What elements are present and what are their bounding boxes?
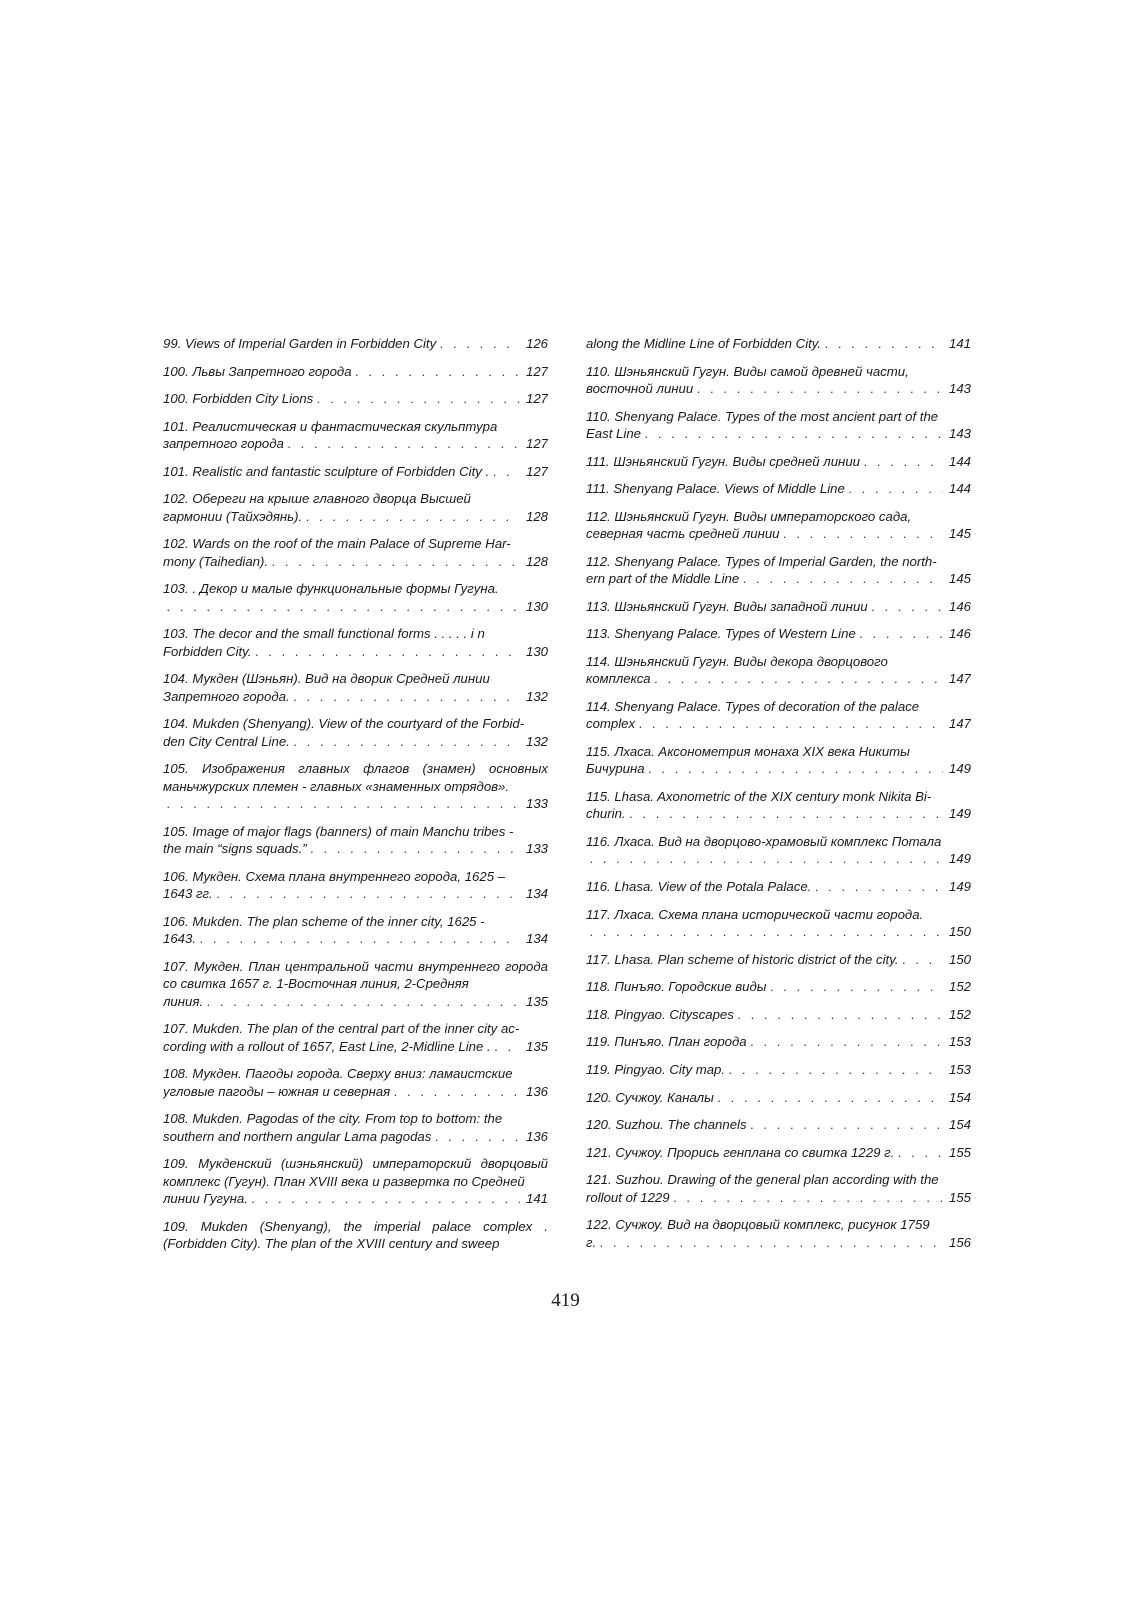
dot-leader (821, 335, 943, 352)
toc-entry-line (163, 688, 548, 705)
toc-entry-title: линии Гугуна. (163, 1191, 248, 1206)
toc-entry (586, 508, 971, 543)
dot-leader (163, 598, 520, 615)
toc-entry (163, 715, 548, 750)
toc-entry-line (163, 598, 548, 615)
toc-entry-page: 132 (525, 688, 548, 704)
toc-entry-text: 110. Shenyang Palace. Types of the most ancient part of the (586, 408, 939, 424)
toc-entry-line (163, 435, 548, 452)
toc-entry-text: 112. Shenyang Palace. Types of Imperial Garden, the north- (586, 553, 937, 569)
toc-entry (163, 335, 548, 352)
toc-entry-page: 154 (948, 1117, 971, 1133)
dot-leader (290, 733, 520, 750)
dot-leader (725, 1061, 943, 1078)
toc-entry-line (586, 380, 971, 397)
toc-entry-title: 118. Pingyao. Cityscapes (586, 1006, 734, 1022)
toc-entry-page: 126 (525, 336, 548, 351)
toc-entry-line (586, 951, 971, 968)
dot-leader (196, 930, 520, 947)
toc-entry-page: 147 (948, 716, 971, 732)
toc-entry-line (586, 978, 971, 995)
toc-entry-line (586, 480, 971, 497)
toc-entry (163, 868, 548, 903)
dot-leader (390, 1083, 520, 1100)
toc-entry-line (586, 625, 971, 642)
toc-entry (586, 878, 971, 895)
toc-entry-line (163, 795, 548, 812)
toc-entry (163, 580, 548, 615)
toc-entry-text: 112. Шэньянский Гугун. Виды императорского сада, (586, 508, 912, 524)
toc-entry (586, 833, 971, 868)
toc-entry-line (586, 453, 971, 470)
toc-entry-page: 156 (948, 1234, 971, 1250)
toc-entry-title: Forbidden City. (163, 643, 252, 659)
toc-entry-text: 103. The decor and the small functional forms . . . . . i n (163, 626, 485, 642)
dot-leader (845, 480, 943, 497)
toc-entry (586, 1171, 971, 1206)
toc-entry (586, 1033, 971, 1050)
toc-entry-line (163, 1128, 548, 1145)
toc-entry-title: 120. Suzhou. The channels (586, 1117, 747, 1133)
toc-entry-page: 155 (948, 1189, 971, 1205)
dot-leader (313, 390, 520, 407)
dot-leader (213, 885, 520, 902)
toc-entry-title: cording with a rollout of 1657, East Line, 2-Midline Line . (163, 1038, 491, 1054)
toc-entry-page: 144 (948, 481, 971, 497)
toc-entry-page: 147 (948, 671, 971, 687)
toc-entry-page: 128 (525, 508, 548, 524)
dot-leader (780, 525, 943, 542)
toc-entry-line (586, 525, 971, 542)
toc-entry-page: 133 (525, 841, 548, 857)
toc-column-left (163, 335, 548, 1263)
toc-entry-text: 121. Suzhou. Drawing of the general plan according with the (586, 1172, 939, 1188)
toc-entry (163, 490, 548, 525)
toc-entry-line (163, 553, 548, 570)
toc-entry-page: 150 (948, 923, 971, 939)
dot-leader (641, 425, 943, 442)
dot-leader (284, 435, 520, 452)
toc-entry-title: 113. Шэньянский Гугун. Виды западной линии (586, 598, 868, 614)
toc-entry-text: 102. Обереги на крыше главного дворца Высшей (163, 491, 471, 507)
toc-entry (163, 363, 548, 380)
dot-leader (860, 453, 943, 470)
toc-entry (163, 625, 548, 660)
dot-leader (596, 1234, 943, 1251)
toc-entry (163, 418, 548, 453)
toc-entry-page: 130 (525, 643, 548, 659)
toc-entry-title: 111. Шэньянский Гугун. Виды средней линии (586, 453, 860, 469)
toc-entry-page: 155 (948, 1144, 971, 1160)
toc-entry-page: 127 (525, 363, 548, 379)
toc-entry-title: Бичурина (586, 761, 645, 777)
toc-entry-title: г. (586, 1234, 597, 1250)
toc-entry-line (163, 335, 548, 352)
dot-leader (645, 760, 943, 777)
toc-entry-line (586, 425, 971, 442)
toc-entry-line (586, 1006, 971, 1023)
dot-leader (811, 878, 943, 895)
dot-leader (747, 1116, 943, 1133)
toc-entry (586, 625, 971, 642)
toc-entry-text: 109. Мукденский (шэньянский) императорский дворцовый комплекс (Гугун). План XVIII века и развертка по Средней (163, 1156, 548, 1189)
toc-entry-page: 149 (948, 878, 971, 894)
toc-entry-page: 141 (948, 336, 971, 351)
toc-entry-page: 152 (948, 1006, 971, 1022)
toc-entry-page: 128 (525, 553, 548, 569)
toc-entry-text: 115. Lhasa. Axonometric of the XIX century monk Nikita Bi- (586, 788, 932, 804)
toc-entry-line (163, 1190, 548, 1207)
toc-entry (163, 1020, 548, 1055)
toc-entry-page: 149 (948, 851, 971, 867)
toc-entry (586, 480, 971, 497)
toc-entry-title: 120. Сучжоу. Каналы (586, 1089, 714, 1105)
toc-entry-page: 145 (948, 571, 971, 587)
toc-entry-title: den City Central Line. (163, 733, 290, 749)
toc-entry-text: 116. Лхаса. Вид на дворцово-храмовый комплекс Потала (586, 833, 942, 849)
dot-leader (766, 978, 943, 995)
toc-entry-title: северная часть средней линии (586, 526, 780, 542)
dot-leader (352, 363, 520, 380)
toc-entry-line (586, 1144, 971, 1161)
toc-entry (163, 823, 548, 858)
toc-entry-title: ern part of the Middle Line (586, 571, 740, 587)
toc-entry-line (586, 598, 971, 615)
dot-leader (626, 805, 943, 822)
toc-entry-line (586, 1089, 971, 1106)
toc-entry-line (163, 840, 548, 857)
toc-entry-text: 107. Мукден. План центральной части внутреннего города со свитка 1657 г. 1-Восточная линия, 2-Средняя (163, 958, 548, 992)
toc-entry (586, 1216, 971, 1251)
dot-leader (868, 598, 943, 615)
toc-entry-line (586, 715, 971, 732)
dot-leader (436, 335, 520, 352)
toc-entry-title: mony (Taihedian). (163, 553, 269, 569)
toc-entry-line (586, 670, 971, 687)
toc-entry (586, 453, 971, 470)
toc-entry-line (586, 805, 971, 822)
dot-leader (251, 643, 520, 660)
dot-leader (586, 850, 943, 867)
toc-entry (586, 335, 971, 352)
toc-entry-page: 150 (948, 951, 971, 967)
toc-entry-title: East Line (586, 426, 641, 441)
toc-entry (163, 1218, 548, 1253)
toc-entry-title: rollout of 1229 (586, 1189, 670, 1205)
toc-entry (586, 951, 971, 968)
toc-entry-title: along the Midline Line of Forbidden City. (586, 336, 822, 351)
toc-entry (586, 1116, 971, 1133)
toc-entry-text: 104. Мукден (Шэньян). Вид на дворик Средней линии (163, 671, 490, 687)
dot-leader (734, 1006, 943, 1023)
toc-entry-title: 99. Views of Imperial Garden in Forbidden City (163, 336, 437, 351)
toc-entry-page: 154 (948, 1089, 971, 1105)
toc-entry-text: 109. Mukden (Shenyang), the imperial palace complex . (Forbidden City). The plan of the XVIII century and sweep (163, 1218, 548, 1251)
dot-leader (203, 993, 520, 1010)
toc-entry-page: 143 (948, 381, 971, 396)
toc-entry-title: 113. Shenyang Palace. Types of Western Line (586, 626, 856, 642)
toc-entry-title: 100. Forbidden City Lions (163, 391, 314, 407)
toc-entry (586, 1006, 971, 1023)
toc-entry-line (586, 335, 971, 352)
toc-entry (163, 760, 548, 812)
dot-leader (163, 795, 520, 812)
toc-entry-page: 134 (525, 931, 548, 947)
toc-entry-title: гармонии (Тайхэдянь). (163, 508, 303, 524)
toc-entry-line (163, 885, 548, 902)
toc-entry (163, 913, 548, 948)
toc-entry-title: the main “signs squads.” (163, 841, 307, 857)
toc-entry-page: 146 (948, 598, 971, 614)
toc-entry-title: 1643 гг. (163, 886, 213, 902)
toc-entry (163, 1110, 548, 1145)
toc-entry-line (586, 923, 971, 940)
toc-entry-text: 110. Шэньянский Гугун. Виды самой древней части, (586, 363, 909, 379)
toc-entry-text: 114. Шэньянский Гугун. Виды декора дворцового (586, 653, 888, 669)
toc-entry-page: 143 (948, 426, 971, 441)
dot-leader (856, 625, 943, 642)
toc-entry-page: 149 (948, 761, 971, 777)
toc-entry-text: 108. Мукден. Пагоды города. Сверху вниз: ламаистские (163, 1066, 513, 1082)
toc-entry (163, 390, 548, 407)
toc-entry (586, 553, 971, 588)
toc-entry-title: восточной линии (586, 381, 694, 396)
dot-leader (635, 715, 943, 732)
toc-entry-text: 108. Mukden. Pagodas of the city. From top to bottom: the (163, 1111, 503, 1127)
toc-entry-line (586, 760, 971, 777)
toc-entry-text: 101. Реалистическая и фантастическая скульптура (163, 418, 498, 434)
dot-leader (431, 1128, 520, 1145)
toc-entry-page: 149 (948, 806, 971, 822)
toc-entry-page: 135 (525, 993, 548, 1009)
toc-entry-text: 122. Сучжоу. Вид на дворцовый комплекс, рисунок 1759 (586, 1217, 930, 1233)
toc-entry-line (586, 1116, 971, 1133)
toc-entry-text: 107. Mukden. The plan of the central part of the inner city ac- (163, 1021, 520, 1037)
dot-leader (747, 1033, 943, 1050)
toc-entry-page: 127 (525, 463, 548, 479)
toc-entry-line (586, 878, 971, 895)
toc-entry-line (163, 390, 548, 407)
toc-entry-title: complex (586, 716, 636, 732)
toc-column-right (586, 335, 971, 1261)
toc-entry-line (163, 993, 548, 1010)
toc-entry-page: 135 (525, 1038, 548, 1054)
dot-leader (714, 1089, 943, 1106)
toc-entry-page: 136 (525, 1128, 548, 1144)
dot-leader (248, 1190, 520, 1207)
toc-entry-line (163, 930, 548, 947)
toc-entry-line (163, 733, 548, 750)
toc-entry-line (586, 1234, 971, 1251)
toc-entry-title: churin. (586, 806, 626, 822)
dot-leader (268, 553, 520, 570)
dot-leader (290, 688, 520, 705)
toc-entry-line (163, 363, 548, 380)
toc-entry-title: 119. Pingyao. City map. (586, 1061, 726, 1077)
toc-entry-line (163, 508, 548, 525)
toc-entry (586, 1144, 971, 1161)
toc-entry (586, 598, 971, 615)
toc-entry-title: southern and northern angular Lama pagodas (163, 1128, 432, 1144)
toc-entry (586, 743, 971, 778)
dot-leader (302, 508, 520, 525)
toc-entry (586, 408, 971, 443)
dot-leader (899, 951, 943, 968)
toc-entry-line (163, 643, 548, 660)
toc-entry-title: линия. (163, 993, 204, 1009)
toc-entry-title: 116. Lhasa. View of the Potala Palace. (586, 878, 812, 894)
toc-entry (163, 1155, 548, 1207)
toc-entry-page: 153 (948, 1034, 971, 1050)
toc-entry (586, 1089, 971, 1106)
toc-entry (586, 653, 971, 688)
toc-entry (163, 535, 548, 570)
toc-entry-page: 133 (525, 796, 548, 812)
toc-entry-title: 117. Lhasa. Plan scheme of historic district of the city. (586, 951, 899, 967)
dot-leader (307, 840, 520, 857)
dot-leader (586, 923, 943, 940)
toc-entry-page: 146 (948, 626, 971, 642)
dot-leader (894, 1144, 943, 1161)
toc-entry-text: 106. Мукден. Схема плана внутреннего города, 1625 – (163, 868, 506, 884)
toc-entry-text: 105. Изображения главных флагов (знамен) основных маньчжурских племен - главных «знаменных отрядов». (163, 761, 548, 794)
toc-entry (163, 463, 548, 480)
toc-entry-title: Запретного города. (163, 688, 290, 704)
toc-entry-page: 145 (948, 526, 971, 542)
toc-entry-line (586, 1189, 971, 1206)
toc-entry-line (586, 850, 971, 867)
toc-entry-text: 104. Mukden (Shenyang). View of the courtyard of the Forbid- (163, 716, 525, 732)
dot-leader (489, 463, 520, 480)
toc-entry-page: 134 (525, 886, 548, 902)
toc-entry-text: 115. Лхаса. Аксонометрия монаха XIX века Никиты (586, 743, 910, 759)
toc-entry-line (163, 463, 548, 480)
toc-entry-line (163, 1038, 548, 1055)
toc-entry-title: запретного города (163, 436, 284, 452)
toc-entry (586, 906, 971, 941)
toc-entry (163, 670, 548, 705)
toc-entry-page: 127 (525, 391, 548, 407)
dot-leader (670, 1189, 943, 1206)
toc-entry-text: 103. . Декор и малые функциональные формы Гугуна. (163, 581, 499, 597)
toc-entry-text: 117. Лхаса. Схема плана исторической части города. (586, 906, 924, 922)
toc-entry-line (586, 1033, 971, 1050)
toc-entry-title: 119. Пинъяо. План города (586, 1034, 747, 1050)
dot-leader (739, 570, 943, 587)
dot-leader (651, 670, 943, 687)
toc-entry-title: 121. Сучжоу. Прорись генплана со свитка 1229 г. (586, 1144, 895, 1160)
toc-entry-title: 1643. (163, 931, 197, 947)
dot-leader (693, 380, 943, 397)
toc-entry-title: 118. Пинъяо. Городские виды (586, 979, 767, 995)
toc-entry-title: 101. Realistic and fantastic sculpture of Forbidden City . (163, 463, 490, 479)
toc-entry-line (586, 1061, 971, 1078)
toc-entry (586, 788, 971, 823)
toc-entry (163, 1065, 548, 1100)
toc-entry (163, 958, 548, 1010)
toc-entry-page: 141 (525, 1191, 548, 1206)
toc-entry-text: 114. Shenyang Palace. Types of decoration of the palace (586, 698, 920, 714)
toc-entry-text: 105. Image of major flags (banners) of main Manchu tribes - (163, 823, 514, 839)
dot-leader (491, 1038, 520, 1055)
toc-entry (586, 1061, 971, 1078)
toc-entry-title: угловые пагоды – южная и северная (163, 1083, 391, 1099)
toc-entry (586, 363, 971, 398)
page-number: 419 (551, 1290, 580, 1311)
toc-entry-page: 153 (948, 1061, 971, 1077)
toc-entry-text: 106. Mukden. The plan scheme of the inner city, 1625 - (163, 913, 485, 929)
toc-entry-title: 100. Львы Запретного города (163, 363, 352, 379)
toc-entry-page: 127 (525, 436, 548, 452)
toc-entry-line (586, 570, 971, 587)
toc-entry-page: 136 (525, 1083, 548, 1099)
toc-entry-page: 144 (948, 453, 971, 469)
toc-entry-line (163, 1083, 548, 1100)
toc-entry-title: 111. Shenyang Palace. Views of Middle Line (586, 481, 845, 497)
toc-entry (586, 978, 971, 995)
toc-entry-page: 132 (525, 733, 548, 749)
toc-entry-title: комплекса (586, 671, 651, 687)
toc-entry (586, 698, 971, 733)
toc-entry-page: 152 (948, 979, 971, 995)
toc-entry-text: 102. Wards on the roof of the main Palace of Supreme Har- (163, 536, 511, 552)
toc-entry-page: 130 (525, 598, 548, 614)
